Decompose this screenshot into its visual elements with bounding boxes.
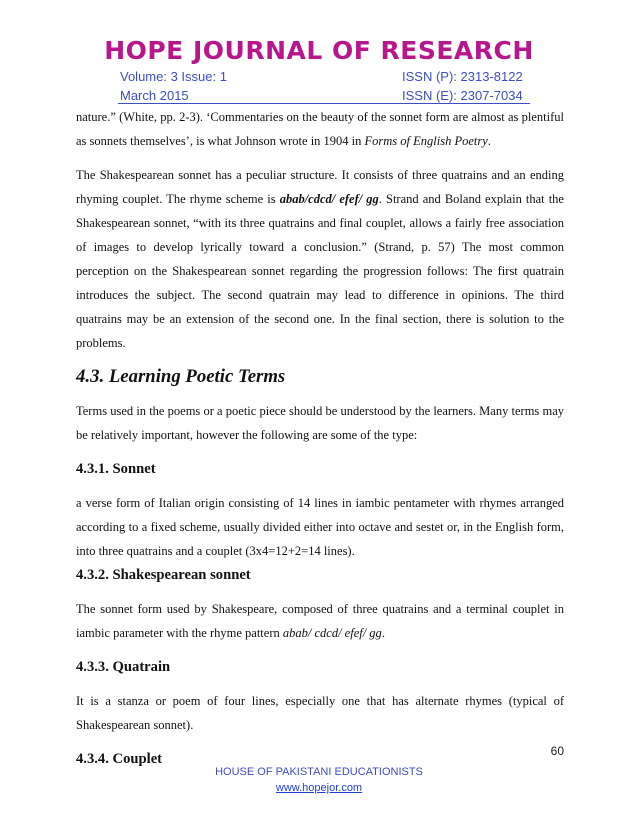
- heading-sonnet: 4.3.1. Sonnet: [76, 461, 156, 477]
- footer-website: [0, 782, 638, 794]
- paragraph-shakespearean-sonnet: The sonnet form used by Shakespeare, composed of three quatrains and a terminal couplet in iambic parameter with the rhyme pattern abab/ cdcd/ efef/ gg.: [76, 602, 564, 640]
- paragraph-sonnet: a verse form of Italian origin consisting of 14 lines in iambic pentameter with rhymes arranged according to a fixed scheme, usually divided either into octave and sestet or, in the English form, into three quatrains and a couplet (3x4=12+2=14 lines).: [76, 496, 564, 558]
- book-title: Forms of English Poetry: [364, 134, 488, 148]
- heading-learning-poetic-terms: 4.3. Learning Poetic Terms: [76, 366, 286, 387]
- heading-quatrain: 4.3.3. Quatrain: [76, 659, 171, 675]
- issn-electronic: ISSN (E): 2307-7034: [402, 88, 523, 103]
- rhyme-pattern: abab/ cdcd/ efef/ gg: [282, 626, 382, 640]
- volume-issue: Volume: 3 Issue: 1: [120, 69, 227, 84]
- paragraph-terms: Terms used in the poems or a poetic piece should be understood by the learners. Many terms may be relatively important, however the following are some of the type:: [76, 404, 564, 442]
- website-link[interactable]: www.hopejor.com: [275, 782, 363, 794]
- header-rule: [118, 103, 530, 104]
- rhyme-scheme: abab/cdcd/ efef/ gg: [279, 192, 379, 206]
- page-number: 60: [550, 744, 564, 758]
- heading-couplet: 4.3.4. Couplet: [76, 751, 163, 767]
- paragraph-quatrain: It is a stanza or poem of four lines, especially one that has alternate rhymes (typical of Shakespearean sonnet).: [76, 694, 564, 732]
- article-body: [76, 105, 564, 771]
- footer-organization: HOUSE OF PAKISTANI EDUCATIONISTS: [215, 766, 423, 778]
- heading-shakespearean-sonnet: 4.3.2. Shakespearean sonnet: [76, 567, 251, 583]
- paragraph-intro: nature.” (White, pp. 2-3). ‘Commentaries on the beauty of the sonnet form are almost as plentiful as sonnets themselves’, is what Johnson wrote in 1904 in Forms of English Poetry.: [76, 110, 564, 148]
- issn-print: ISSN (P): 2313-8122: [402, 69, 523, 84]
- journal-title: HOPE JOURNAL OF RESEARCH: [104, 36, 534, 65]
- publication-date: March 2015: [120, 88, 189, 103]
- paragraph-structure: The Shakespearean sonnet has a peculiar structure. It consists of three quatrains and an ending rhyming couplet. The rhyme scheme is abab/cdcd/ efef/ gg. Strand and Boland explain that the Shakespearean sonnet, “with its three quatrains and final couplet, allows a fairly free association of images to develop lyrically toward a conclusion.” (Strand, p. 57) The most common perception on the Shakespearean sonnet regarding the progression follows: The first quatrain introduces the subject. The second quatrain may lead to difference in opinions. The third quatrains may be an extension of the second one. In the final section, there is solution to the problems.: [76, 168, 564, 350]
